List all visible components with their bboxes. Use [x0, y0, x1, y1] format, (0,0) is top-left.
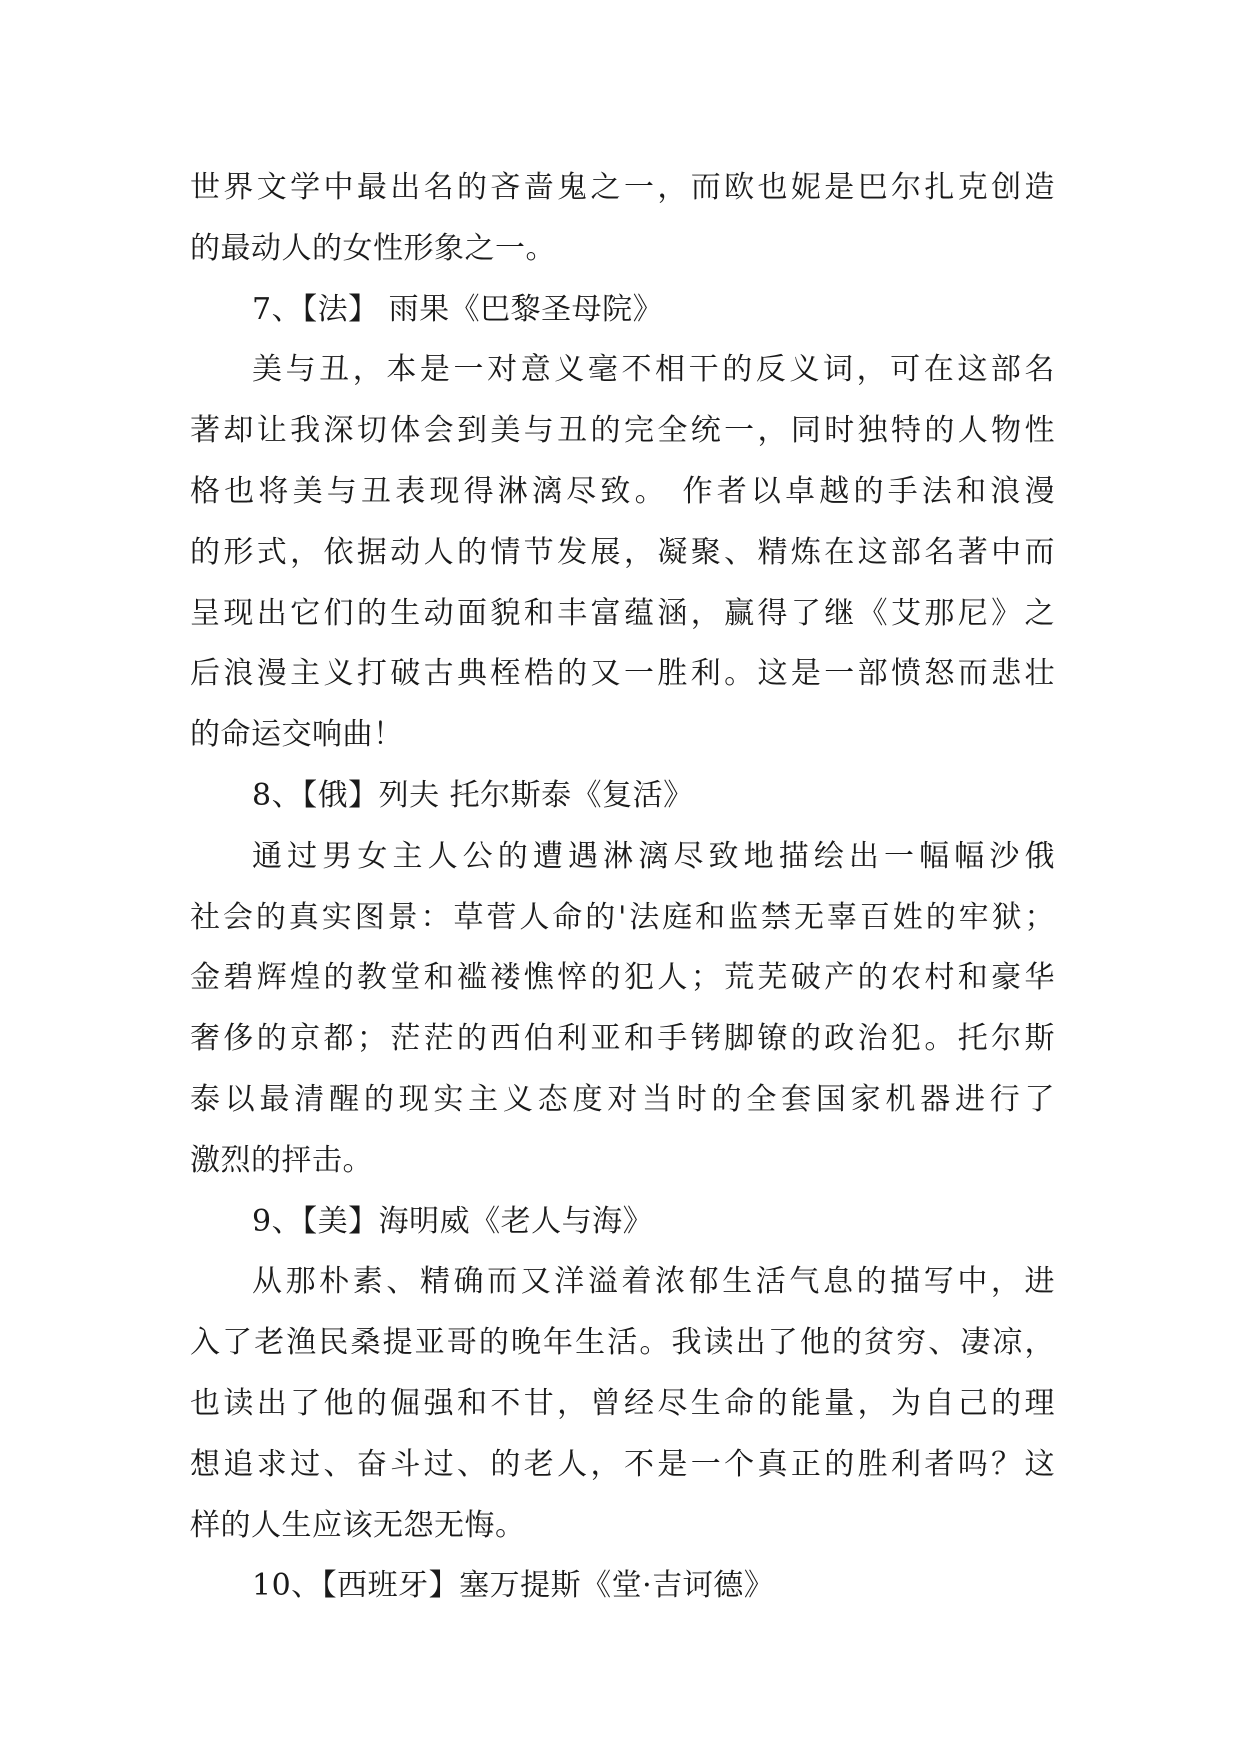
text-line: 后浪漫主义打破古典桎梏的又一胜利。这是一部愤怒而悲壮: [190, 656, 1055, 692]
text-line: 想追求过、奋斗过、的老人，不是一个真正的胜利者吗？这: [190, 1446, 1055, 1482]
text-line: 通过男女主人公的遭遇淋漓尽致地描绘出一幅幅沙俄: [252, 838, 1055, 874]
text-line: 也读出了他的倔强和不甘，曾经尽生命的能量，为自己的理: [190, 1385, 1055, 1421]
text-line: 泰以最清醒的现实主义态度对当时的全套国家机器进行了: [190, 1081, 1055, 1117]
section-heading-9: 9、【美】海明威《老人与海》: [252, 1203, 654, 1239]
text-line: 呈现出它们的生动面貌和丰富蕴涵，赢得了继《艾那尼》之: [190, 595, 1055, 631]
text-line: 著却让我深切体会到美与丑的完全统一，同时独特的人物性: [190, 413, 1055, 449]
text-line: 入了老渔民桑提亚哥的晚年生活。我读出了他的贫穷、凄凉，: [190, 1325, 1055, 1361]
text-line: 美与丑，本是一对意义毫不相干的反义词，可在这部名: [252, 352, 1055, 388]
text-line: 样的人生应该无怨无悔。: [190, 1507, 526, 1543]
text-line: 金碧辉煌的教堂和褴褛憔悴的犯人；荒芜破产的农村和豪华: [190, 960, 1055, 996]
document-body: [190, 158, 1055, 1617]
text-line: 激烈的抨击。: [190, 1142, 373, 1178]
text-line: 社会的真实图景：草菅人命的'法庭和监禁无辜百姓的牢狱；: [190, 899, 1055, 935]
text-line: 的最动人的女性形象之一。: [190, 230, 556, 266]
text-line: 奢侈的京都；茫茫的西伯利亚和手铐脚镣的政治犯。托尔斯: [190, 1021, 1055, 1057]
text-line: 的形式，依据动人的情节发展，凝聚、精炼在这部名著中而: [190, 534, 1055, 570]
text-line: 的命运交响曲！: [190, 717, 404, 753]
text-line: 世界文学中最出名的吝啬鬼之一，而欧也妮是巴尔扎克创造: [190, 170, 1055, 205]
text-line: 格也将美与丑表现得淋漓尽致。 作者以卓越的手法和浪漫: [190, 473, 1055, 509]
section-heading-8: 8、【俄】列夫 托尔斯泰《复活》: [252, 777, 694, 813]
section-heading-10: 10、【西班牙】塞万提斯《堂·吉诃德》: [252, 1568, 775, 1604]
section-heading-7: 7、【法】 雨果《巴黎圣母院》: [252, 291, 664, 327]
text-line: 从那朴素、精确而又洋溢着浓郁生活气息的描写中，进: [252, 1264, 1055, 1300]
